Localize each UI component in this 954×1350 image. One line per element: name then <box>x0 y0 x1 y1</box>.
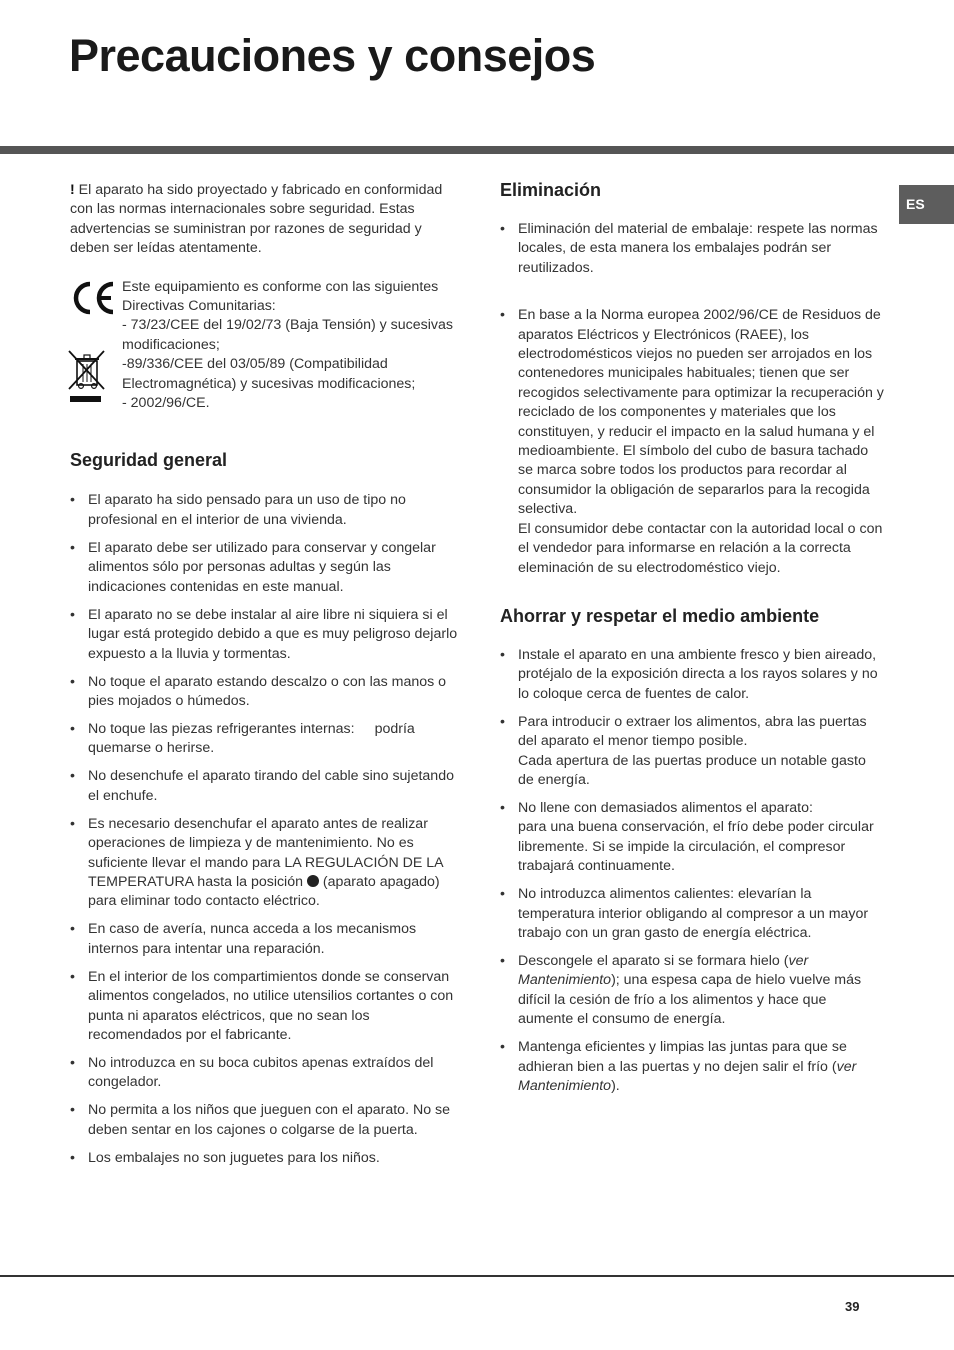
list-item: • No introduzca en su boca cubitos apenas extraídos del congelador. <box>70 1054 458 1093</box>
page-title: Precauciones y consejos <box>69 30 596 81</box>
list-item: • El aparato no se debe instalar al aire libre ni siquiera si el lugar está protegido debido a que es muy peligroso dejarlo expuesto a la lluvia y tormentas. <box>70 606 458 664</box>
right-column <box>500 178 885 1105</box>
list-item: • No introduzca alimentos calientes: elevarían la temperatura interior obligando al compresor a un mayor trabajo con un gran gasto de energía eléctrica. <box>500 885 885 943</box>
list-item: • No toque las piezas refrigerantes internas: podría quemarse o herirse. <box>70 720 458 759</box>
language-tab: ES <box>899 185 954 224</box>
conformity-line: - 73/23/CEE del 19/02/73 (Baja Tensión) y sucesivas modificaciones; <box>122 317 453 353</box>
intro-text: El aparato ha sido proyectado y fabricado en conformidad con las normas internacionales sobre seguridad. Estas advertencias se suministran por razones de seguridad y deben ser leídas atentamente. <box>70 182 443 257</box>
ce-mark-icon <box>69 280 117 316</box>
page-number: 39 <box>845 1299 860 1314</box>
list-item: • Descongele el aparato si se formara hielo (ver Mantenimiento); una espesa capa de hielo vuelve más difícil la cesión de frío a los alimentos y hace que aumente el consumo de energía. <box>500 952 885 1030</box>
list-item: • En el interior de los compartimientos donde se conservan alimentos congelados, no utilice utensilios cortantes o con punta ni aparatos eléctricos, que no sean los recomendados por el fabricante. <box>70 968 458 1046</box>
section-heading-seguridad: Seguridad general <box>70 450 228 471</box>
list-item: • Para introducir o extraer los alimentos, abra las puertas del aparato el menor tiempo posible. Cada apertura de las puertas produce un notable gasto de energía. <box>500 713 885 791</box>
footer-divider <box>0 1275 954 1277</box>
header-divider <box>0 146 954 154</box>
list-item: • El aparato debe ser utilizado para conservar y congelar alimentos sólo por personas adultas y según las indicaciones contenidas en este manual. <box>70 539 458 597</box>
list-item: • Mantenga eficientes y limpias las juntas para que se adhieran bien a las puertas y no dejen salir el frío (ver Mantenimiento). <box>500 1038 885 1096</box>
eliminacion-list <box>500 220 885 578</box>
section-heading-eliminacion: Eliminación <box>500 180 602 200</box>
list-item: • En base a la Norma europea 2002/96/CE de Residuos de aparatos Eléctricos y Electrónicos (RAEE), los electrodomésticos viejos no pueden ser arrojados en los contenedores municipales habituales; tienen que ser recogidos selectivamente para optimizar la recuperación y reciclado de los componentes y materiales que los constituyen, y reducir el impacto en la salud humana y el medioambiente. El símbolo del cubo de basura tachado se marca sobre todos los productos para recordar al consumidor la obligación de separarlos para la recogida selectiva. El consumidor debe contactar con la autoridad local o con el vendedor para informarse en relación a la correcta eleminación de su electrodoméstico viejo. <box>500 306 885 578</box>
list-item: • No llene con demasiados alimentos el aparato: para una buena conservación, el frío debe poder circular libremente. Si se impide la circulación, el compresor trabajará continuamente. <box>500 799 885 877</box>
list-item: • Es necesario desenchufar el aparato antes de realizar operaciones de limpieza y de mantenimiento. No es suficiente llevar el mando para LA REGULACIÓN DE LA TEMPERATURA hasta la posición (aparato apagado) para eliminar todo contacto eléctrico. <box>70 815 458 912</box>
seguridad-list <box>70 491 458 1168</box>
crossed-bin-icon <box>68 349 108 404</box>
intro-paragraph <box>70 181 458 259</box>
off-position-symbol-icon <box>307 875 319 887</box>
list-item: • No toque el aparato estando descalzo o con las manos o pies mojados o húmedos. <box>70 673 458 712</box>
list-item: • No desenchufe el aparato tirando del cable sino sujetando el enchufe. <box>70 767 458 806</box>
conformity-line: - 2002/96/CE. <box>122 395 210 412</box>
ahorrar-list <box>500 646 885 1097</box>
conformity-block <box>70 278 458 414</box>
list-item: • Eliminación del material de embalaje: respete las normas locales, de esta manera los embalajes podrán ser reutilizados. <box>500 220 885 278</box>
conformity-line: -89/336/CEE del 03/05/89 (Compatibilidad Electromagnética) y sucesivas modificaciones; <box>122 356 416 392</box>
list-item: • El aparato ha sido pensado para un uso de tipo no profesional en el interior de una vivienda. <box>70 491 458 530</box>
warning-mark: ! <box>70 182 75 198</box>
list-item: • No permita a los niños que jueguen con el aparato. No se deben sentar en los cajones o colgarse de la puerta. <box>70 1101 458 1140</box>
list-item: • Instale el aparato en una ambiente fresco y bien aireado, protéjalo de la exposición directa a los rayos solares y no lo coloque cerca de fuentes de calor. <box>500 646 885 704</box>
list-item: • En caso de avería, nunca acceda a los mecanismos internos para intentar una reparación. <box>70 920 458 959</box>
list-item: • Los embalajes no son juguetes para los niños. <box>70 1149 458 1168</box>
conformity-line: Este equipamiento es conforme con las siguientes Directivas Comunitarias: <box>122 278 439 315</box>
section-heading-ahorrar: Ahorrar y respetar el medio ambiente <box>500 605 820 626</box>
left-column <box>70 181 458 1177</box>
